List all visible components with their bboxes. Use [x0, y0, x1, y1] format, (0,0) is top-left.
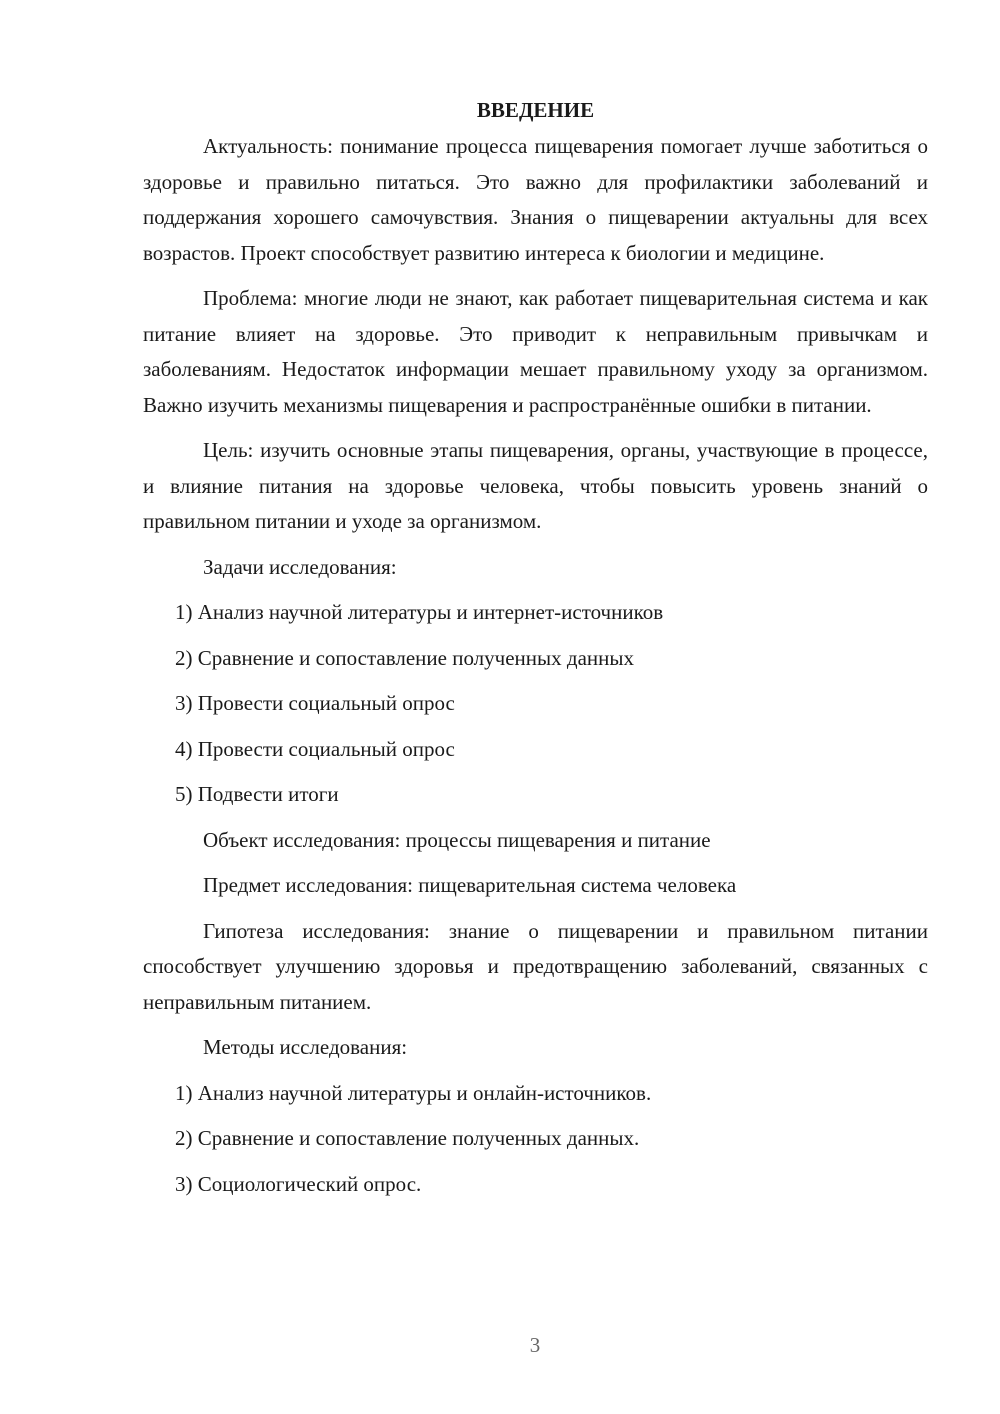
- hypothesis-paragraph: Гипотеза исследования: знание о пищеварении и правильном питании способствует улучшению здоровья и предотвращению заболеваний, связанных с неправильным питанием.: [143, 918, 928, 1014]
- tasks-list: [143, 595, 928, 813]
- list-item: 3) Социологический опрос.: [175, 1171, 422, 1196]
- list-item: 4) Провести социальный опрос: [175, 736, 455, 761]
- document-page: [143, 95, 928, 1212]
- research-subject: Предмет исследования: пищеварительная система человека: [203, 873, 737, 897]
- list-item: 2) Сравнение и сопоставление полученных данных: [175, 645, 634, 670]
- section-title: ВВЕДЕНИЕ: [476, 98, 595, 122]
- list-item: 2) Сравнение и сопоставление полученных данных.: [175, 1126, 640, 1150]
- page-number: 3: [529, 1333, 541, 1357]
- list-item: 1) Анализ научной литературы и интернет-источников: [175, 600, 664, 624]
- research-object: Объект исследования: процессы пищеварения и питание: [203, 827, 711, 852]
- relevance-paragraph: Актуальность: понимание процесса пищеварения помогает лучше заботиться о здоровье и правильно питаться. Это важно для профилактики заболеваний и поддержания хорошего самочувствия. Знания о пищеварении актуальны для всех возрастов. Проект способствует развитию интереса к биологии и медицине.: [143, 134, 928, 265]
- problem-paragraph: Проблема: многие люди не знают, как работает пищеварительная система и как питание влияет на здоровье. Это приводит к неправильным привычкам и заболеваниям. Недостаток информации мешает правильному уходу за организмом. Важно изучить механизмы пищеварения и распространённые ошибки в питании.: [143, 286, 928, 417]
- goal-paragraph: Цель: изучить основные этапы пищеварения, органы, участвующие в процессе, и влияние питания на здоровье человека, чтобы повысить уровень знаний о правильном питании и уходе за организмом.: [143, 438, 928, 533]
- list-item: 5) Подвести итоги: [175, 782, 339, 806]
- tasks-heading: Задачи исследования:: [203, 554, 397, 579]
- methods-heading: Методы исследования:: [203, 1035, 408, 1059]
- list-item: 1) Анализ научной литературы и онлайн-источников.: [175, 1080, 652, 1105]
- methods-list: [143, 1076, 928, 1203]
- list-item: 3) Провести социальный опрос: [175, 691, 455, 715]
